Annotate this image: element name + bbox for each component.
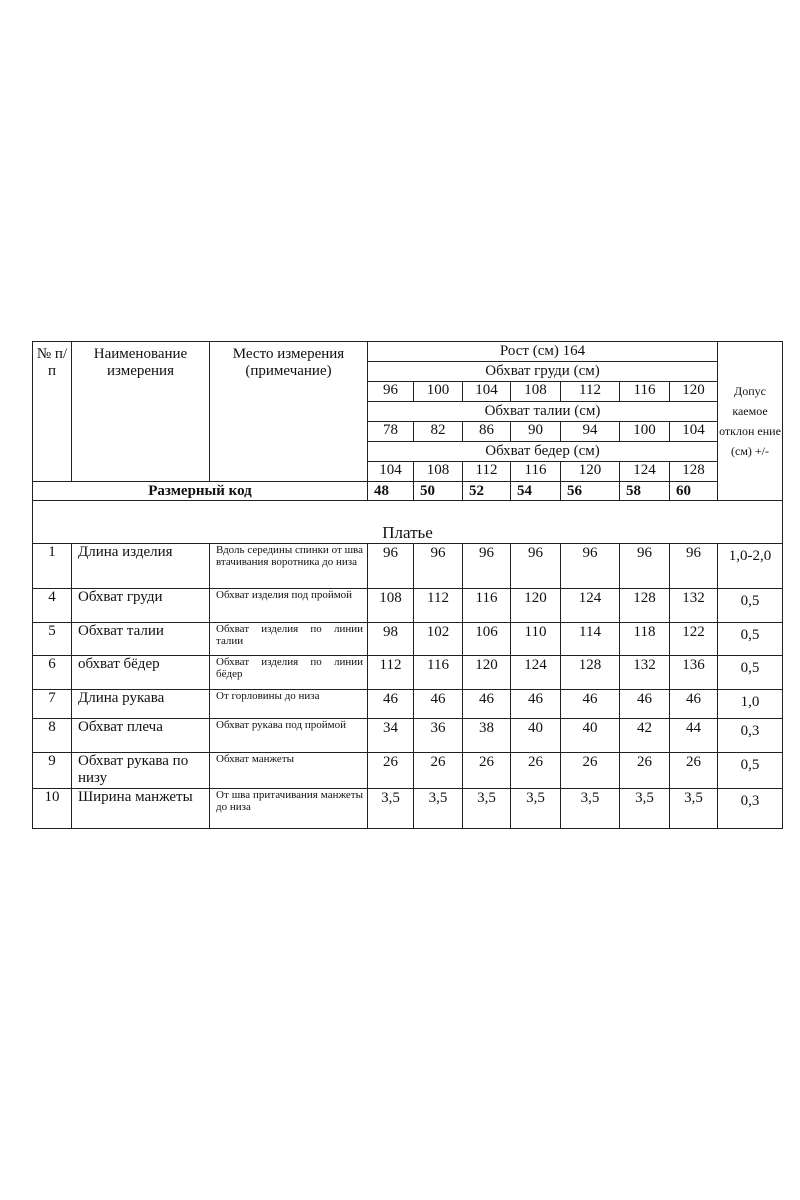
measurement-value: 44 <box>670 719 718 753</box>
row-number: 5 <box>33 623 72 656</box>
table-row <box>33 753 783 789</box>
measurement-value: 3,5 <box>368 789 414 829</box>
chest-value: 108 <box>511 382 561 402</box>
tolerance-value: 1,0-2,0 <box>718 544 783 589</box>
hips-value: 120 <box>561 462 620 482</box>
measurement-value: 3,5 <box>511 789 561 829</box>
measurement-name: Длина рукава <box>72 690 210 719</box>
measurement-value: 114 <box>561 623 620 656</box>
measurement-value: 46 <box>368 690 414 719</box>
size-code-value: 52 <box>463 482 511 501</box>
hips-header: Обхват бедер (см) <box>368 442 718 462</box>
measurement-place: От горловины до низа <box>210 690 368 719</box>
measurement-value: 96 <box>670 544 718 589</box>
chest-value: 112 <box>561 382 620 402</box>
measurement-value: 116 <box>463 589 511 623</box>
measurement-value: 26 <box>561 753 620 789</box>
measurement-value: 96 <box>561 544 620 589</box>
chest-value: 104 <box>463 382 511 402</box>
measurement-value: 26 <box>511 753 561 789</box>
measurement-value: 120 <box>463 656 511 690</box>
measurement-value: 3,5 <box>670 789 718 829</box>
waist-value: 82 <box>414 422 463 442</box>
measurement-value: 36 <box>414 719 463 753</box>
measurement-value: 128 <box>561 656 620 690</box>
measurement-value: 122 <box>670 623 718 656</box>
measurement-value: 132 <box>670 589 718 623</box>
measurement-name: Длина изделия <box>72 544 210 589</box>
chest-value: 96 <box>368 382 414 402</box>
waist-value: 78 <box>368 422 414 442</box>
size-code-value: 56 <box>561 482 620 501</box>
row-number: 4 <box>33 589 72 623</box>
measurement-value: 118 <box>620 623 670 656</box>
waist-value: 86 <box>463 422 511 442</box>
waist-header: Обхват талии (см) <box>368 402 718 422</box>
measurement-value: 42 <box>620 719 670 753</box>
tolerance-value: 1,0 <box>718 690 783 719</box>
measurement-name: обхват бёдер <box>72 656 210 690</box>
measurement-value: 112 <box>414 589 463 623</box>
hips-value: 128 <box>670 462 718 482</box>
measurement-value: 38 <box>463 719 511 753</box>
measurement-value: 40 <box>561 719 620 753</box>
measurement-value: 26 <box>670 753 718 789</box>
table-row <box>33 656 783 690</box>
measurement-value: 96 <box>463 544 511 589</box>
row-number: 1 <box>33 544 72 589</box>
measurement-value: 3,5 <box>414 789 463 829</box>
table-row <box>33 789 783 829</box>
measurement-value: 46 <box>511 690 561 719</box>
size-code-value: 48 <box>368 482 414 501</box>
row-number: 6 <box>33 656 72 690</box>
row-number: 9 <box>33 753 72 789</box>
table-row <box>33 544 783 589</box>
waist-value: 100 <box>620 422 670 442</box>
measurement-value: 46 <box>620 690 670 719</box>
tolerance-value: 0,5 <box>718 623 783 656</box>
measurement-value: 3,5 <box>620 789 670 829</box>
measurement-place: Обхват изделия по линии талии <box>210 623 368 656</box>
height-header: Рост (см) 164 <box>368 342 718 362</box>
section-title: Платье <box>33 501 783 544</box>
measurement-name: Ширина манжеты <box>72 789 210 829</box>
hips-value: 104 <box>368 462 414 482</box>
measurement-value: 120 <box>511 589 561 623</box>
measurement-value: 46 <box>463 690 511 719</box>
measurement-place: От шва притачивания манжеты до низа <box>210 789 368 829</box>
row-number: 7 <box>33 690 72 719</box>
measurement-value: 46 <box>414 690 463 719</box>
measurement-value: 98 <box>368 623 414 656</box>
measurement-name: Обхват талии <box>72 623 210 656</box>
size-code-value: 58 <box>620 482 670 501</box>
col-name-header: Наименование измерения <box>72 342 210 482</box>
measurement-value: 96 <box>368 544 414 589</box>
measurement-value: 136 <box>670 656 718 690</box>
tolerance-value: 0,5 <box>718 753 783 789</box>
waist-value: 104 <box>670 422 718 442</box>
col-place-header: Место измерения (примечание) <box>210 342 368 482</box>
measurement-name: Обхват рукава по низу <box>72 753 210 789</box>
waist-value: 94 <box>561 422 620 442</box>
waist-value: 90 <box>511 422 561 442</box>
hips-value: 124 <box>620 462 670 482</box>
tolerance-value: 0,3 <box>718 789 783 829</box>
measurement-value: 112 <box>368 656 414 690</box>
tolerance-value: 0,5 <box>718 656 783 690</box>
size-code-value: 60 <box>670 482 718 501</box>
measurement-value: 26 <box>620 753 670 789</box>
tolerance-value: 0,3 <box>718 719 783 753</box>
measurement-place: Вдоль середины спинки от шва втачивания воротника до низа <box>210 544 368 589</box>
size-table <box>32 341 783 829</box>
tolerance-header: Допус каемое отклон ение (см) +/- <box>718 342 783 501</box>
size-chart <box>32 341 782 826</box>
measurement-value: 124 <box>511 656 561 690</box>
measurement-value: 96 <box>511 544 561 589</box>
measurement-value: 110 <box>511 623 561 656</box>
chest-value: 116 <box>620 382 670 402</box>
table-row <box>33 589 783 623</box>
measurement-value: 108 <box>368 589 414 623</box>
measurement-place: Обхват изделия под проймой <box>210 589 368 623</box>
chest-header: Обхват груди (см) <box>368 362 718 382</box>
measurement-value: 3,5 <box>561 789 620 829</box>
measurement-value: 128 <box>620 589 670 623</box>
size-code-value: 54 <box>511 482 561 501</box>
measurement-value: 102 <box>414 623 463 656</box>
measurement-value: 26 <box>368 753 414 789</box>
measurement-value: 3,5 <box>463 789 511 829</box>
measurement-value: 26 <box>463 753 511 789</box>
col-no-header: № п/п <box>33 342 72 482</box>
size-code-value: 50 <box>414 482 463 501</box>
measurement-name: Обхват груди <box>72 589 210 623</box>
measurement-value: 132 <box>620 656 670 690</box>
row-number: 8 <box>33 719 72 753</box>
measurement-place: Обхват манжеты <box>210 753 368 789</box>
measurement-place: Обхват изделия по линии бёдер <box>210 656 368 690</box>
tolerance-value: 0,5 <box>718 589 783 623</box>
measurement-value: 106 <box>463 623 511 656</box>
size-code-row <box>33 482 783 501</box>
measurement-value: 124 <box>561 589 620 623</box>
table-row <box>33 719 783 753</box>
hips-value: 108 <box>414 462 463 482</box>
row-number: 10 <box>33 789 72 829</box>
table-row <box>33 690 783 719</box>
measurement-value: 46 <box>561 690 620 719</box>
table-row <box>33 623 783 656</box>
measurement-value: 96 <box>620 544 670 589</box>
chest-value: 100 <box>414 382 463 402</box>
measurement-value: 96 <box>414 544 463 589</box>
size-code-label: Размерный код <box>33 482 368 501</box>
measurement-value: 34 <box>368 719 414 753</box>
measurement-value: 116 <box>414 656 463 690</box>
chest-value: 120 <box>670 382 718 402</box>
hips-value: 112 <box>463 462 511 482</box>
measurement-name: Обхват плеча <box>72 719 210 753</box>
measurement-value: 40 <box>511 719 561 753</box>
hips-value: 116 <box>511 462 561 482</box>
measurement-place: Обхват рукава под проймой <box>210 719 368 753</box>
measurement-value: 46 <box>670 690 718 719</box>
measurement-value: 26 <box>414 753 463 789</box>
